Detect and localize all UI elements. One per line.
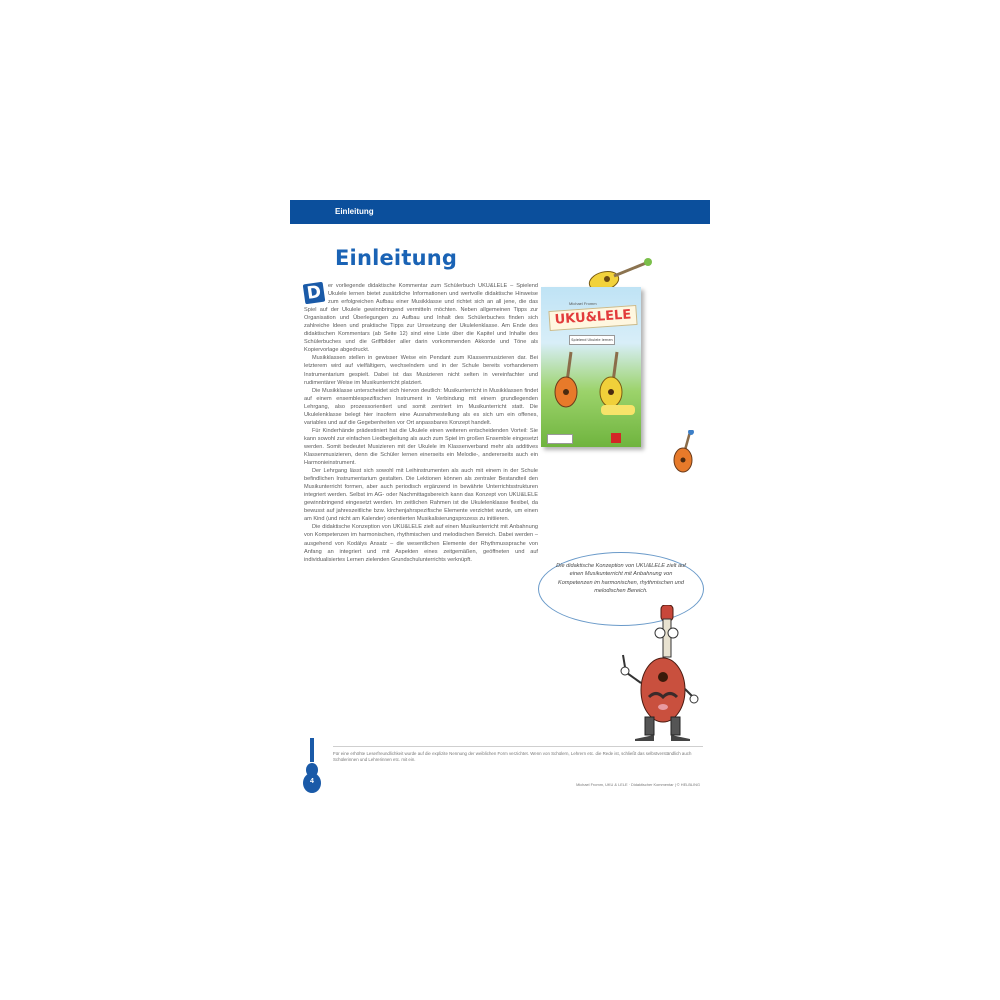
document-page	[290, 200, 710, 800]
speech-bubble-text: Die didaktische Konzeption von UKU&LELE zielt auf einen Musikunterricht mit Anbahnung von Kompetenzen im harmonischen, rhythmischen und melodischen Bereich.	[556, 563, 686, 594]
section-label: Einleitung	[335, 207, 374, 216]
book-subtitle: Spielend Ukulele lernen	[569, 335, 615, 345]
paragraph: Die didaktische Konzeption von UKU&LELE zielt auf einen Musikunterricht mit Anbahnung von Kompetenzen im harmonischen, rhythmischen und melodischen Bereich. Dabei werden – ausgehend von Kodálys Ansatz – die wesentlichen Elemente der Rhythmussprache von Anfang an integriert und mit Aspekten eines zeitgemäßen, geöffneten und auf individualisiertes Lernen zielenden Grundschulunterrichts verknüpft.	[304, 524, 538, 563]
cover-eu-label	[547, 434, 573, 444]
section-header-bar	[290, 200, 710, 224]
ukulele-characters-icon	[549, 342, 639, 412]
book-cover-image	[541, 287, 644, 447]
body-text	[304, 282, 538, 564]
paragraph: Für Kinderhände prädestiniert hat die Ukulele einen weiteren entscheidenden Vorteil: Sie kann sowohl zur einfachen Liedbegleitung als auch zum Spiel im großen Ensemble eingesetzt werden. Somit bedeutet Musizieren mit der Ukulele im Klassenverband mehr als additives Klassenmusizieren, denn die Schüler lernen einerseits ein Melodie-, andererseits auch ein Harmonieinstrument.	[304, 427, 538, 467]
ukulele-mascot-illustration	[605, 605, 705, 745]
paragraph: Musikklassen stellen in gewisser Weise ein Pendant zum Klassenmusizieren dar. Bei letzterem wird auf vielfältigem, wechselndem und in der Schule bereits vorhandenem Instrumentarium gespielt. Dabei ist das Musizieren nicht selten in vereinfachter und rudimentärer Weise im Musikunterricht platziert.	[304, 355, 538, 386]
orange-ukulele-illustration	[670, 430, 700, 475]
publisher-logo-icon	[611, 433, 621, 443]
paragraph: Die Musikklasse unterscheidet sich hiervon deutlich: Musikunterricht in Musikklassen findet auf einem ensemblespezifischen Instrument in Verbindung mit einem grundlegenden Lehrgang, also prozessorientiert und somit zentriert im Musikunterricht statt. Die Ukulelenklasse belegt hier insofern eine Ausnahmestellung als es sich um ein offenes, variables und auf die Gegebenheiten vor Ort anpassbares Konzept handelt.	[304, 387, 538, 426]
book-title: UKU&LELE	[548, 305, 637, 331]
footer-credits: Michael Fromm, UKU & LELE · Didaktischer Kommentar | © HELBLING	[576, 782, 700, 787]
page-title: Einleitung	[335, 246, 458, 270]
dropcap: D	[303, 282, 326, 305]
footnote: Für eine erhöhte Leserfreundlichkeit wurde auf die explizite Nennung der weiblichen Form verzichtet. Wenn von Schülern, Lehrern etc. die Rede ist, schließt das selbstverständlich auch Schülerinnen und Lehrerinnen etc. mit ein.	[333, 751, 692, 762]
page-number: 4	[310, 778, 314, 785]
page-number-badge	[302, 738, 322, 794]
cover-badge	[601, 405, 635, 415]
book-author: Michael Fromm	[569, 301, 597, 306]
paragraph: Der Lehrgang lässt sich sowohl mit Leihinstrumenten als auch mit einem in der Schule befindlichen Instrumentarium gestalten. Die Lektionen können als zentraler Bestandteil den Musikunterricht formen, aber auch periodisch ergänzend in bewährte Unterrichtsstrukturen integriert werden. Selbst im AG- oder Nachmittagsbereich kann das Konzept von UKU&LELE gewinnbringend eingesetzt werden. Im zeitlichen Rahmen ist die Ukulelenklasse flexibel, da bewusst auf jahreszeitliche bzw. kirchenjahrspezifische Elemente verzichtet wurde, um einen am Kind (und nicht am Kalender) orientierten Musikalisierungsprozess zu initiieren.	[304, 468, 538, 523]
ukulele-page-icon	[302, 738, 322, 794]
footer-divider	[333, 746, 703, 747]
paragraph: D er vorliegende didaktische Kommentar zum Schülerbuch UKU&LELE – Spielend Ukulele lernen bietet zusätzliche Informationen und wertvolle didaktische Hinweise zum erfolgreichen Aufbau einer Musikklasse und richtet sich an all jene, die das Spiel auf der Ukulele gewinnbringend vermitteln möchten. Neben allgemeinen Tipps zur Organisation und Überlegungen zu Aufbau und Inhalt des Schülerbuches finden sich zahlreiche Ideen und praktische Tipps zur Umsetzung der Ukulelenklasse. Am Ende des didaktischen Kommentars (ab Seite 12) sind eine Liste über die Kapitel und Inhalte des Schülerbuches und die Griffbilder aller darin vorkommenden Akkorde und Töne als Kopiervorlage abgedruckt.	[304, 282, 538, 354]
